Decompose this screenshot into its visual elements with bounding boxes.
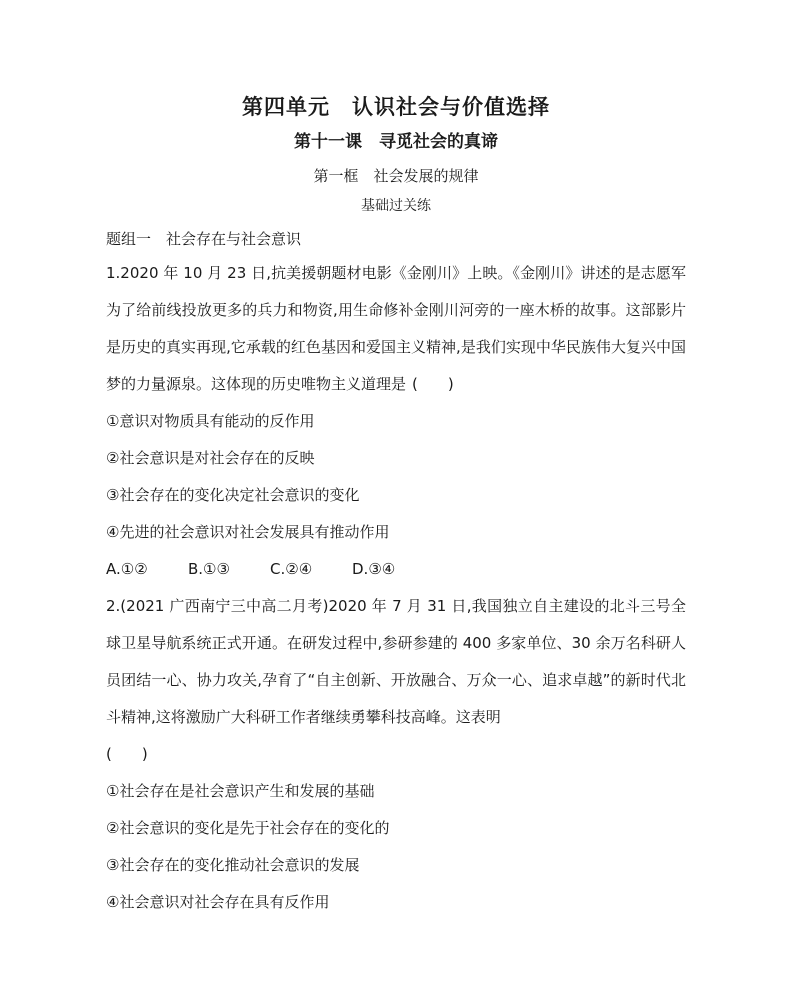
unit-title: 第四单元 认识社会与价值选择 [242, 95, 550, 119]
question-1-stem [106, 255, 686, 403]
question-1-statement-2: ②社会意识是对社会存在的反映 [106, 449, 315, 467]
question-group-title: 题组一 社会存在与社会意识 [106, 230, 302, 248]
choice-c: C.②④ [270, 560, 313, 578]
question-1-statement-4: ④先进的社会意识对社会发展具有推动作用 [106, 523, 390, 541]
question-2-statement-3: ③社会存在的变化推动社会意识的发展 [106, 856, 360, 874]
question-2-answer-paren: ( ) [106, 745, 148, 763]
question-2 [106, 588, 686, 921]
question-2-statement-4: ④社会意识对社会存在具有反作用 [106, 893, 330, 911]
question-1-answer-paren: ( ) [412, 375, 454, 393]
question-1-statement-1: ①意识对物质具有能动的反作用 [106, 412, 315, 430]
section-title: 基础过关练 [361, 198, 431, 214]
choice-d: D.③④ [352, 560, 396, 578]
question-2-statement-1: ①社会存在是社会意识产生和发展的基础 [106, 782, 375, 800]
choice-b: B.①③ [188, 560, 230, 578]
question-2-stem: 2.(2021 广西南宁三中高二月考)2020 年 7 月 31 日,我国独立自主建设的北斗三号全球卫星导航系统正式开通。在研发过程中,参研参建的 400 多家单位、30 余万名科研人员团结一心、协力攻关,孕育了“自主创新、开放融合、万众一心、追求卓越”的新时代北斗精神,这将激励广大科研工作者继续勇攀科技高峰。这表明 [106, 597, 686, 726]
frame-title: 第一框 社会发展的规律 [313, 167, 479, 185]
question-2-statement-2: ②社会意识的变化是先于社会存在的变化的 [106, 819, 390, 837]
lesson-title: 第十一课 寻觅社会的真谛 [294, 132, 498, 152]
question-1-choices [106, 551, 686, 588]
question-1 [106, 255, 686, 588]
question-1-stem-text: 1.2020 年 10 月 23 日,抗美援朝题材电影《金刚川》上映。《金刚川》讲述的是志愿军为了给前线投放更多的兵力和物资,用生命修补金刚川河旁的一座木桥的故事。这部影片是历史的真实再现,它承载的红色基因和爱国主义精神,是我们实现中华民族伟大复兴中国梦的力量源泉。这体现的历史唯物主义道理是 [106, 264, 686, 393]
question-1-statement-3: ③社会存在的变化决定社会意识的变化 [106, 486, 360, 504]
choice-a: A.①② [106, 560, 148, 578]
